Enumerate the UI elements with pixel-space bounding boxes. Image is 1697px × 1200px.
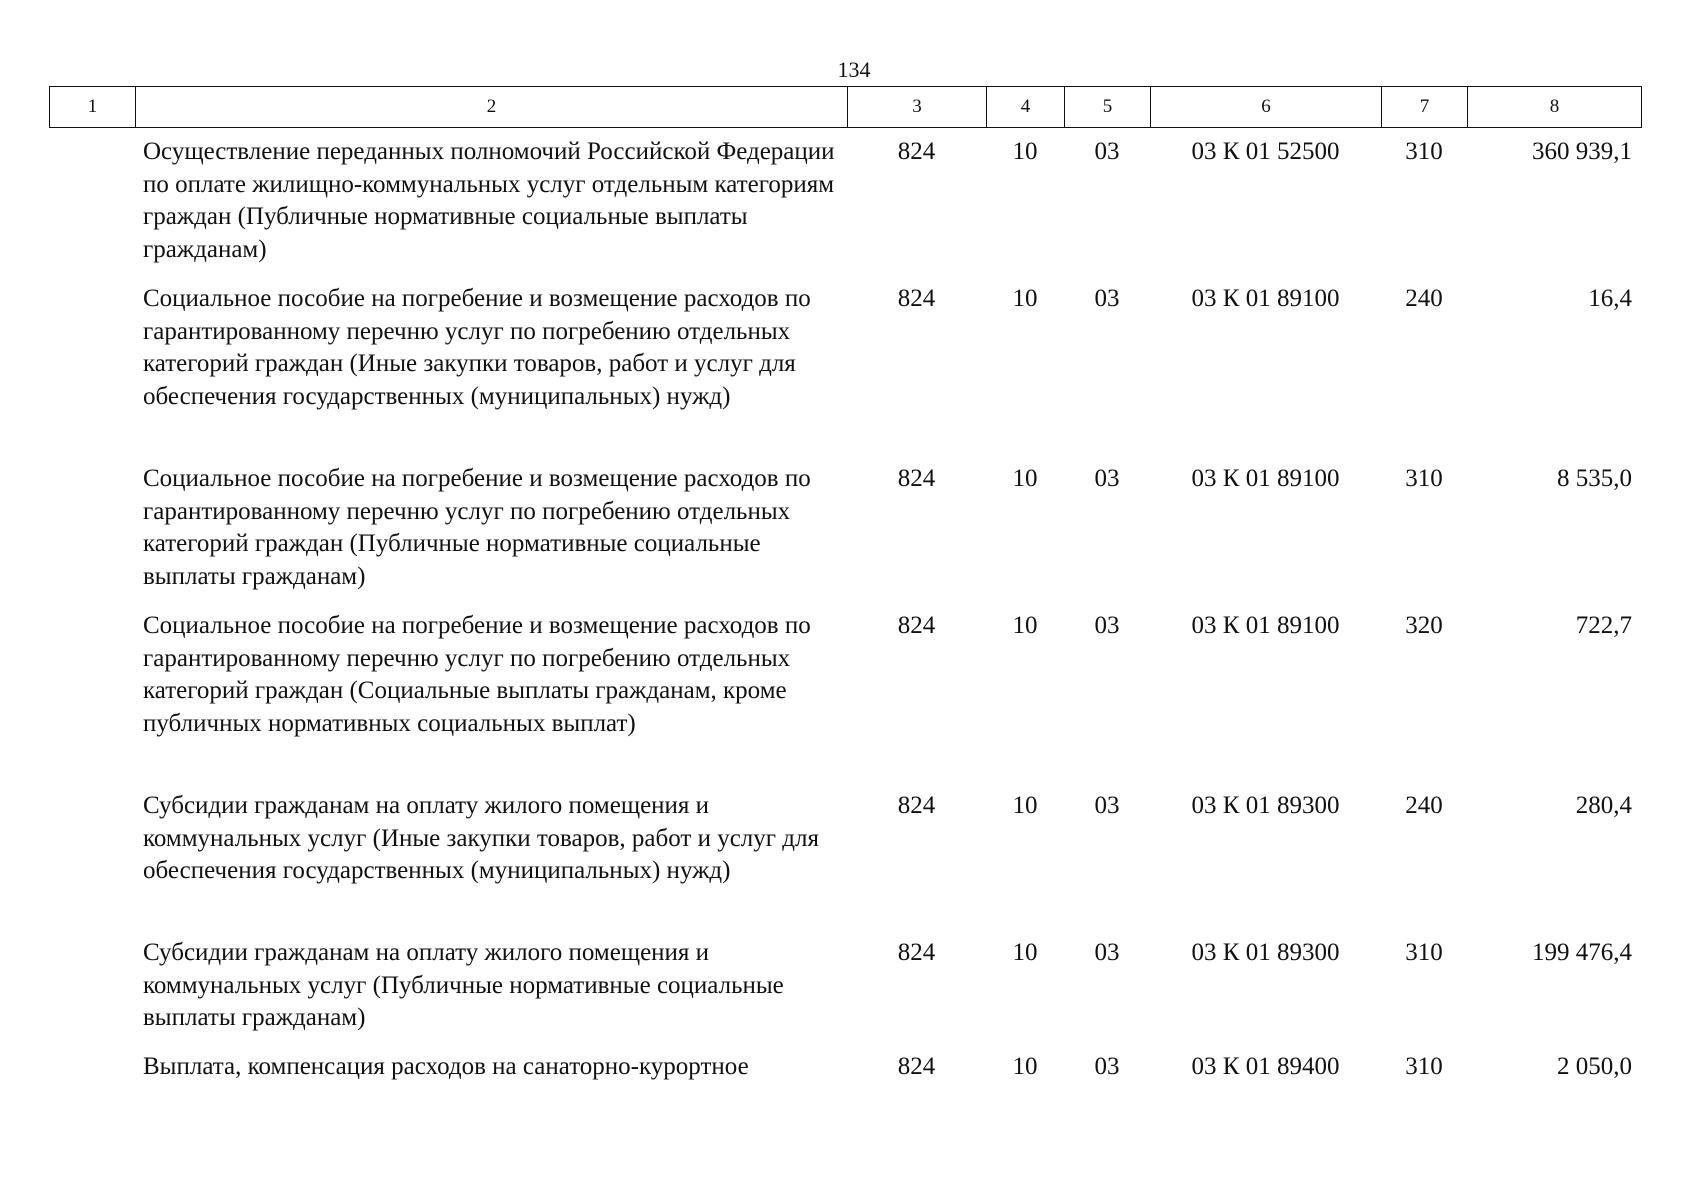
row-description: Социальное пособие на погребение и возмещение расходов по гарантированному перечню услуг по погребению отдельных категорий граждан (Социальные выплаты гражданам, кроме публичных нормативных социальных выплат) bbox=[143, 612, 811, 737]
header-col-7: 7 bbox=[1382, 87, 1468, 128]
row-code-section: 10 bbox=[1012, 939, 1038, 966]
row-target-article: 03 К 01 89100 bbox=[1191, 285, 1340, 312]
row-target-article: 03 К 01 89400 bbox=[1191, 1053, 1340, 1080]
row-code-section: 10 bbox=[1012, 285, 1038, 312]
row-expense-type: 320 bbox=[1405, 612, 1443, 639]
table-row bbox=[49, 275, 1641, 455]
row-description: Социальное пособие на погребение и возмещение расходов по гарантированному перечню услуг по погребению отдельных категорий граждан (Иные закупки товаров, работ и услуг для обеспечения государственных (муниципальных) нужд) bbox=[143, 285, 811, 410]
row-code-subsection: 03 bbox=[1094, 792, 1120, 819]
row-code-section: 10 bbox=[1012, 612, 1038, 639]
row-expense-type: 310 bbox=[1405, 138, 1443, 165]
header-col-5: 5 bbox=[1065, 87, 1151, 128]
cell-empty bbox=[49, 602, 135, 782]
cell-empty bbox=[49, 1043, 135, 1091]
row-code-subsection: 03 bbox=[1094, 465, 1120, 492]
row-amount: 360 939,1 bbox=[1532, 138, 1632, 165]
row-amount: 199 476,4 bbox=[1532, 939, 1632, 966]
header-col-3: 3 bbox=[848, 87, 987, 128]
table-row bbox=[49, 455, 1641, 602]
row-target-article: 03 К 01 89300 bbox=[1191, 939, 1340, 966]
row-target-article: 03 К 01 89100 bbox=[1191, 465, 1340, 492]
row-description: Социальное пособие на погребение и возмещение расходов по гарантированному перечню услуг по погребению отдельных категорий граждан (Публичные нормативные социальные выплаты гражданам) bbox=[143, 465, 811, 590]
row-description: Субсидии гражданам на оплату жилого помещения и коммунальных услуг (Публичные нормативные социальные выплаты гражданам) bbox=[143, 939, 784, 1031]
row-code-section: 10 bbox=[1012, 792, 1038, 819]
row-amount: 2 050,0 bbox=[1557, 1053, 1632, 1080]
row-amount: 16,4 bbox=[1588, 285, 1632, 312]
row-code-ministry: 824 bbox=[897, 612, 936, 639]
row-code-section: 10 bbox=[1012, 465, 1038, 492]
table-row bbox=[49, 602, 1641, 782]
table-row bbox=[49, 782, 1641, 929]
row-code-section: 10 bbox=[1012, 1053, 1038, 1080]
cell-empty bbox=[49, 455, 135, 602]
row-expense-type: 310 bbox=[1405, 1053, 1443, 1080]
budget-table-body bbox=[49, 128, 1641, 1091]
row-target-article: 03 К 01 52500 bbox=[1191, 138, 1340, 165]
row-expense-type: 240 bbox=[1405, 285, 1443, 312]
cell-empty bbox=[49, 275, 135, 455]
page-number-text: 134 bbox=[837, 57, 871, 82]
row-description: Осуществление переданных полномочий Российской Федерации по оплате жилищно-коммунальных услуг отдельным категориям граждан (Публичные нормативные социальные выплаты гражданам) bbox=[143, 138, 835, 263]
row-code-ministry: 824 bbox=[897, 138, 936, 165]
row-description: Субсидии гражданам на оплату жилого помещения и коммунальных услуг (Иные закупки товаров, работ и услуг для обеспечения государственных (муниципальных) нужд) bbox=[143, 792, 819, 884]
row-amount: 722,7 bbox=[1575, 612, 1632, 639]
header-col-2: 2 bbox=[136, 87, 848, 128]
row-code-ministry: 824 bbox=[897, 792, 936, 819]
header-col-8: 8 bbox=[1468, 87, 1642, 128]
row-expense-type: 310 bbox=[1405, 939, 1443, 966]
table-row bbox=[49, 128, 1641, 275]
cell-empty bbox=[49, 128, 135, 275]
row-code-subsection: 03 bbox=[1094, 939, 1120, 966]
row-code-ministry: 824 bbox=[897, 285, 936, 312]
row-target-article: 03 К 01 89300 bbox=[1191, 792, 1340, 819]
row-code-subsection: 03 bbox=[1094, 612, 1120, 639]
row-code-ministry: 824 bbox=[897, 939, 936, 966]
header-col-4: 4 bbox=[987, 87, 1065, 128]
table-row bbox=[49, 1043, 1641, 1091]
row-code-subsection: 03 bbox=[1094, 285, 1120, 312]
row-target-article: 03 К 01 89100 bbox=[1191, 612, 1340, 639]
row-description: Выплата, компенсация расходов на санаторно-курортное bbox=[143, 1053, 749, 1080]
header-col-6: 6 bbox=[1151, 87, 1382, 128]
cell-empty bbox=[49, 782, 135, 929]
row-amount: 280,4 bbox=[1575, 792, 1632, 819]
header-col-1: 1 bbox=[50, 87, 136, 128]
row-code-ministry: 824 bbox=[897, 465, 936, 492]
row-expense-type: 310 bbox=[1405, 465, 1443, 492]
row-expense-type: 240 bbox=[1405, 792, 1443, 819]
row-code-subsection: 03 bbox=[1094, 138, 1120, 165]
column-number-header bbox=[49, 86, 1642, 128]
row-code-subsection: 03 bbox=[1094, 1053, 1120, 1080]
row-code-section: 10 bbox=[1012, 138, 1038, 165]
row-code-ministry: 824 bbox=[897, 1053, 936, 1080]
row-amount: 8 535,0 bbox=[1557, 465, 1632, 492]
table-row bbox=[49, 929, 1641, 1043]
cell-empty bbox=[49, 929, 135, 1043]
